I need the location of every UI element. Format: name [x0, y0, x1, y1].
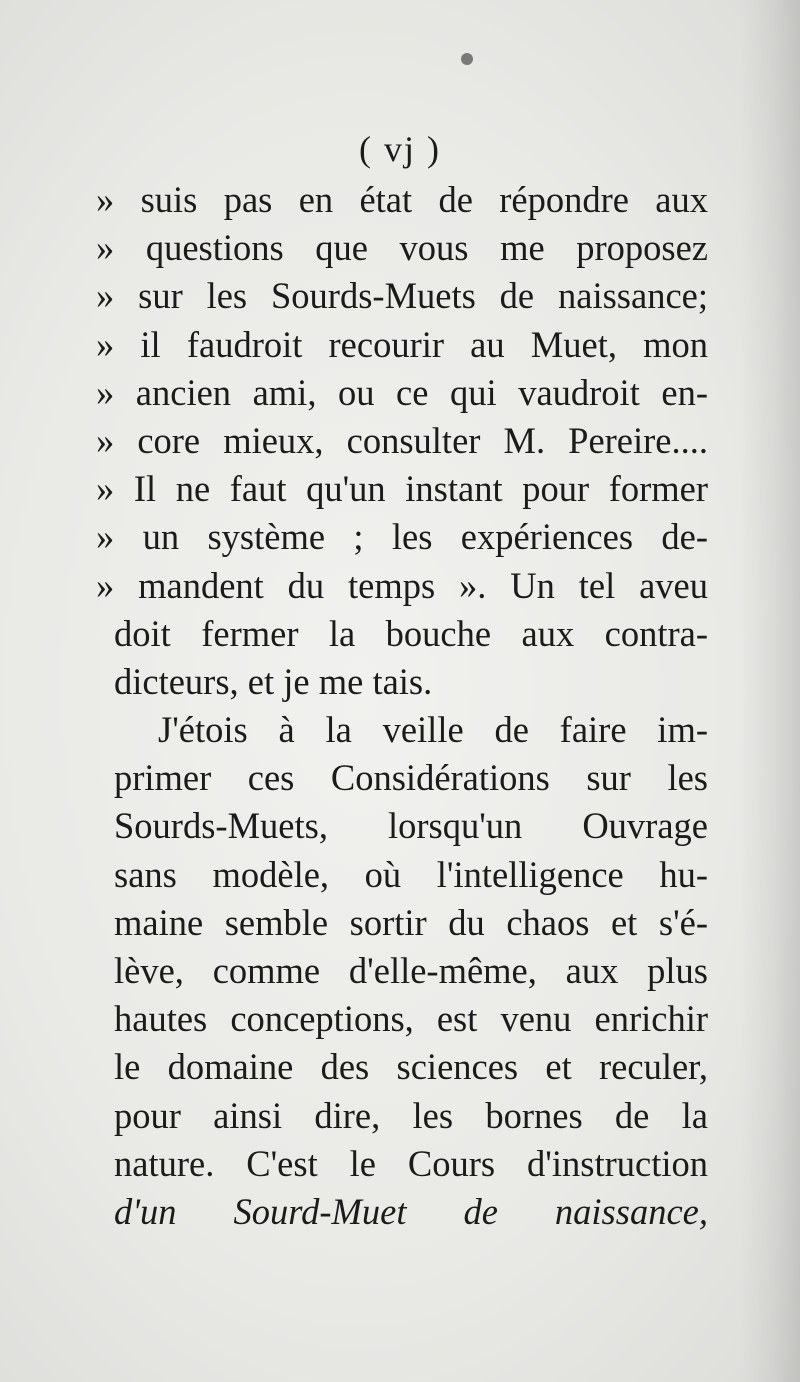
text-line: le domaine des sciences et reculer, — [114, 1046, 708, 1088]
page-number: ( vj ) — [359, 129, 441, 169]
text-line: doit fermer la bouche aux contra- — [114, 612, 708, 654]
text-line: » sur les Sourds-Muets de naissance; — [96, 275, 708, 317]
text-line: » mandent du temps ». Un tel aveu — [96, 564, 708, 606]
paragraph-start-line: J'étois à la veille de faire im- — [158, 709, 708, 751]
body-text — [96, 176, 708, 1236]
text-line: » core mieux, consulter M. Pereire.... — [96, 419, 708, 461]
text-line: » ancien ami, ou ce qui vaudroit en- — [96, 371, 708, 413]
text-line: » il faudroit recourir au Muet, mon — [96, 323, 708, 365]
text-line: » un système ; les expériences de- — [96, 516, 708, 558]
text-line: sans modèle, où l'intelligence hu- — [114, 853, 708, 895]
text-line: » questions que vous me proposez — [96, 227, 708, 269]
text-line: pour ainsi dire, les bornes de la — [114, 1094, 708, 1136]
text-line: dicteurs, et je me tais. — [114, 660, 433, 702]
ink-spot — [461, 53, 473, 65]
text-line: » Il ne faut qu'un instant pour former — [96, 468, 708, 510]
text-line: lève, comme d'elle-même, aux plus — [114, 950, 708, 991]
text-line: hautes conceptions, est venu enrichir — [114, 998, 708, 1040]
text-line: » suis pas en état de répondre aux — [96, 179, 708, 220]
text-line: nature. C'est le Cours d'instruction — [114, 1142, 708, 1184]
page-edge-shadow — [740, 0, 800, 1382]
text-line: maine semble sortir du chaos et s'é- — [114, 901, 708, 943]
text-line: primer ces Considérations sur les — [114, 757, 708, 799]
italic-text-line: d'un Sourd-Muet de naissance, — [114, 1190, 708, 1232]
text-line: Sourds-Muets, lorsqu'un Ouvrage — [114, 805, 708, 847]
